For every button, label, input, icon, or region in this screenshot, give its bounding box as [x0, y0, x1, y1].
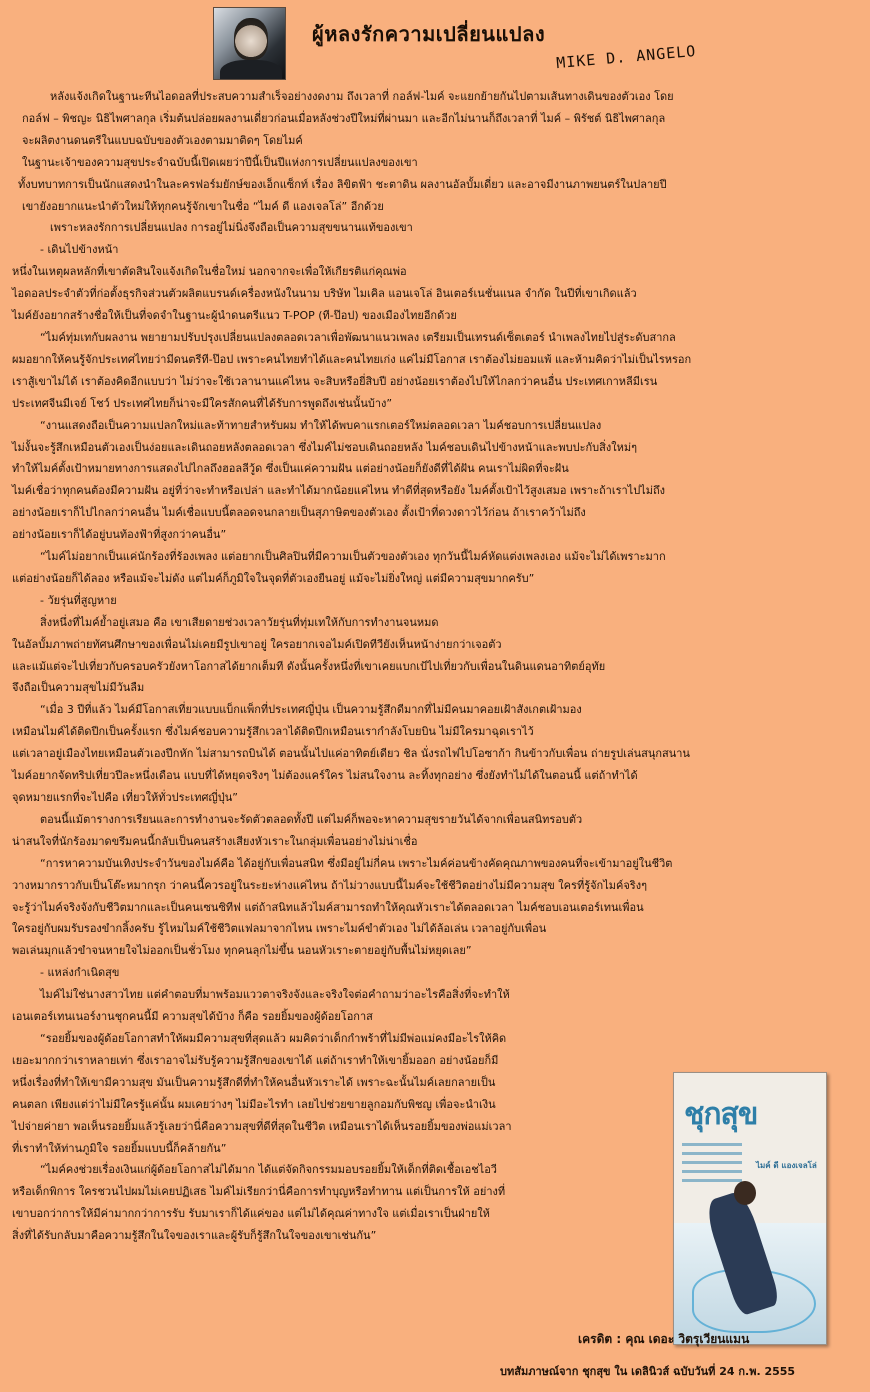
article-line: “ไมค์ไม่อยากเป็นแค่นักร้องที่ร้องเพลง แต่อยากเป็นศิลปินที่มีความเป็นตัวของตัวเอง ทุกวันนี้ไมค์หัดแต่งเพลงเอง แม้จะไม่ได้เพราะมาก: [40, 550, 666, 564]
credit-line: เครดิต : คุณ เดอะ วิตรุเวียนแมน: [578, 1332, 750, 1346]
article-line: เขาบอกว่าการให้มีค่ามากกว่าการรับ รับมาเราก็ได้แค่ของ แต่ไม่ได้คุณค่าทางใจ แต่เมื่อเราเป็นฝ่ายให้: [12, 1207, 490, 1221]
article-line: “รอยยิ้มของผู้ด้อยโอกาสทำให้ผมมีความสุขที่สุดแล้ว ผมคิดว่าเด็กกำพร้าที่ไม่มีพ่อแม่คงมีอะไรให้คิด: [40, 1031, 507, 1045]
article-line: สิ่งที่ได้รับกลับมาคือความรู้สึกในใจของเราและผู้รับก็รู้สึกในใจของเขาเช่นกัน”: [12, 1229, 377, 1243]
article-line: “การหาความบันเทิงประจำวันของไมค์คือ ได้อยู่กับเพื่อนสนิท ซึ่งมีอยู่ไม่กี่คน เพราะไมค์ค่อนข้างคัดคุณภาพของคนที่จะเข้ามาอยู่ในชีวิต: [40, 856, 673, 870]
article-line: ทั้งบทบาทการเป็นนักแสดงนำในละครฟอร์มยักษ์ของเอ็กแซ็กท์ เรื่อง ลิขิตฟ้า ชะตาดิน ผลงานอัลบั้มเดี่ยว และอาจมีงานภาพยนตร์ในปลายปี: [18, 177, 667, 191]
article-line: เราสู้เขาไม่ได้ เราต้องคิดอีกแบบว่า ไม่ว่าจะใช้เวลานานแค่ไหน จะสิบหรือยี่สิบปี อย่างน้อยเราต้องไปให้ไกลกว่าคนอื่น ประเทศเกาหลีมีเรน: [12, 374, 658, 388]
article-line: และแม้แต่จะไปเที่ยวกับครอบครัวยังหาโอกาสได้ยากเต็มที ดังนั้นครั้งหนึ่งที่เขาเคยแบกเป้ไปเที่ยวกับเพื่อนในดินแดนอาทิตย์อุทัย: [12, 659, 606, 673]
article-line: ใครอยู่กับผมรับรองขำกลิ้งครับ รู้ไหมไมค์ใช้ชีวิตแฟลมาจากไหน เพราะไมค์ขำตัวเอง ไม่ได้ล้อเล่น เวลาอยู่กับเพื่อน: [12, 922, 547, 936]
article-line: วางหมากราวกับเป็นโต๊ะหมากรุก ว่าคนนี้ควรอยู่ในระยะห่างแค่ไหน ถ้าไม่วางแบบนี้ไมค์จะใช้ชีวิตอย่างไม่มีความสุข ใครที่รู้จักไมค์จริงๆ: [12, 878, 647, 892]
magazine-cover-figure-head: [734, 1181, 756, 1205]
article-line: ผมอยากให้คนรู้จักประเทศไทยว่ามีดนตรีที-ป๊อป เพราะคนไทยทำได้และคนไทยเก่ง แค่ไม่มีโอกาส เราต้องไม่ยอมแพ้ และห้ามคิดว่าไม่เป็นไรหรอก: [12, 352, 692, 366]
article-line: จุดหมายแรกที่จะไปคือ เที่ยวให้ทั่วประเทศญี่ปุ่น”: [12, 791, 238, 804]
article-line: ไมค์อยากจัดทริปเที่ยวปีละหนึ่งเดือน แบบที่ได้หยุดจริงๆ ไม่ต้องแคร์ใคร ไม่สนใจงาน ละทิ้งทุกอย่าง ซึ่งยังทำไม่ได้ในตอนนี้ แต่ถ้าทำได้: [12, 769, 638, 783]
article-line: ที่เราทำให้ท่านภูมิใจ รอยยิ้มแบบนี้ก็คล้ายกัน”: [12, 1141, 227, 1155]
article-line: อย่างน้อยเราก็ไปไกลกว่าคนอื่น ไมค์เชื่อแบบนี้ตลอดจนกลายเป็นสุภาษิตของตัวเอง ตั้งเป้าที่ดวงดาวไว้ก่อน ถ้าเราคว้าไม่ถึง: [12, 506, 586, 520]
article-line: ไม่งั้นจะรู้สึกเหมือนตัวเองเป็นง่อยและเดินถอยหลังตลอดเวลา ซึ่งไมค์ไม่ชอบเดินถอยหลัง ไมค์ชอบเดินไปข้างหน้าและพบปะกับสิ่งใหม่ๆ: [12, 440, 637, 454]
article-line: แต่อย่างน้อยก็ได้ลอง หรือแม้จะไม่ดัง แต่ไมค์ก็ภูมิใจในจุดที่ตัวเองยืนอยู่ แม้จะไม่ยิ่งใหญ่ แต่มีความสุขมากครับ”: [12, 571, 535, 585]
article-title: ผู้หลงรักความเปลี่ยนแปลง: [312, 22, 546, 46]
author-photo-head: [234, 18, 268, 60]
article-line: “งานแสดงถือเป็นความแปลกใหม่และท้าทายสำหรับผม ทำให้ได้พบคาแรกเตอร์ใหม่ตลอดเวลา ไมค์ชอบการเปลี่ยนแปลง: [40, 418, 602, 432]
article-line: ไอดอลประจำตัวที่ก่อตั้งธุรกิจส่วนตัวผลิตแบรนด์เครื่องหนังในนาม บริษัท ไมเคิล แอนเจโล่ อินเตอร์เนชั่นแนล จำกัด ในปีที่เขาเกิดแล้ว: [12, 287, 637, 301]
article-line: กอล์ฟ – พิชญะ นิธิไพศาลกุล เริ่มต้นปล่อยผลงานเดี่ยวก่อนเมื่อหลังช่วงปีใหม่ที่ผ่านมา และอีกไม่นานก็ถึงเวลาที่ ไมค์ – พิรัชต์ นิธิไพศาลกุล: [22, 111, 666, 125]
article-line: จึงถือเป็นความสุขไม่มีวันลืม: [12, 681, 145, 695]
article-line: ไปจ่ายค่ายา พอเห็นรอยยิ้มแล้วรู้เลยว่านี่คือความสุขที่ดีที่สุดในชีวิต เหมือนเราได้เห็นรอยยิ้มของพ่อแม่เวลา: [12, 1119, 512, 1133]
article-line: จะผลิตงานดนตรีในแบบฉบับของตัวเองตามมาติดๆ โดยไมค์: [22, 133, 303, 147]
article-line: หลังแจ้งเกิดในฐานะทีนไอดอลที่ประสบความสำเร็จอย่างงดงาม ถึงเวลาที่ กอล์ฟ-ไมค์ จะแยกย้ายกันไปตามเส้นทางเดินของตัวเอง โดย: [50, 90, 674, 103]
article-line: เยอะมากกว่าเราหลายเท่า ซึ่งเราอาจไม่รับรู้ความรู้สึกของเขาได้ แต่ถ้าเราทำให้เขายิ้มออก อย่างน้อยก็มี: [12, 1053, 499, 1067]
article-line: ทำให้ไมค์ตั้งเป้าหมายทางการแสดงไปไกลถึงฮอลลีวู้ด ซึ่งเป็นแค่ความฝัน แต่อย่างน้อยก็ยังดีที่ได้ฝัน คนเราไม่ผิดที่จะฝัน: [12, 462, 569, 476]
article-line: พอเล่นมุกแล้วขำจนหายใจไม่ออกเป็นชั่วโมง ทุกคนลุกไม่ขึ้น นอนหัวเราะตายอยู่กับพื้นไม่หยุดเลย”: [12, 944, 472, 958]
article-line: - แหล่งกำเนิดสุข: [40, 966, 120, 980]
article-line: - เดินไปข้างหน้า: [40, 243, 119, 257]
article-line: ประเทศจีนมีเจย์ โชว์ ประเทศไทยก็น่าจะมีใครสักคนที่ได้รับการพูดถึงเช่นนั้นบ้าง”: [12, 396, 393, 410]
article-line: ในอัลบั้มภาพถ่ายทัศนศึกษาของเพื่อนไม่เคยมีรูปเขาอยู่ ใครอยากเจอไมค์เปิดทีวียังเห็นหน้าง่ายกว่าเจอตัว: [12, 637, 502, 651]
article-line: ในฐานะเจ้าของความสุขประจำฉบับนี้เปิดเผยว่าปีนี้เป็นปีแห่งการเปลี่ยนแปลงของเขา: [22, 155, 418, 169]
article-line: อย่างน้อยเราก็ได้อยู่บนท้องฟ้าที่สูงกว่าคนอื่น”: [12, 528, 227, 542]
article-line: เหมือนไมค์ได้ติดปีกเป็นครั้งแรก ซึ่งไมค์ชอบความรู้สึกเวลาได้ติดปีกเหมือนเรากำลังโบยบิน ไม่มีใครมาฉุดเราไว้: [12, 725, 534, 739]
author-photo: [213, 7, 286, 80]
article-line: น่าสนใจที่นักร้องมาดขรึมคนนี้กลับเป็นคนสร้างเสียงหัวเราะในกลุ่มเพื่อนอย่างไม่น่าเชื่อ: [12, 834, 418, 848]
article-line: “ไมค์ทุ่มเทกับผลงาน พยายามปรับปรุงเปลี่ยนแปลงตลอดเวลาเพื่อพัฒนาแนวเพลง เตรียมเป็นเทรนด์เซ็ตเตอร์ นำเพลงไทยไปสู่ระดับสากล: [40, 330, 676, 344]
article-line: หนึ่งในเหตุผลหลักที่เขาตัดสินใจแจ้งเกิดในชื่อใหม่ นอกจากจะเพื่อให้เกียรติแก่คุณพ่อ: [12, 265, 407, 279]
article-line: หนึ่งเรื่องที่ทำให้เขามีความสุข มันเป็นความรู้สึกดีที่ทำให้คนอื่นหัวเราะได้ เพราะฉะนั้นไมค์เลยกลายเป็น: [12, 1075, 496, 1089]
article-line: ไมค์ยังอยากสร้างชื่อให้เป็นที่จดจำในฐานะผู้นำดนตรีแนว T-POP (ที-ป๊อป) ของเมืองไทยอีกด้วย: [12, 309, 457, 323]
author-photo-shoulder: [220, 60, 282, 80]
magazine-masthead: ชุกสุข: [684, 1097, 758, 1132]
magazine-cover-lines: [682, 1143, 742, 1188]
article-line: เพราะหลงรักการเปลี่ยนแปลง การอยู่ไม่นิ่งจึงถือเป็นความสุขขนานแท้ของเขา: [50, 221, 413, 235]
article-line: หรือเด็กพิการ ใครชวนไปผมไม่เคยปฏิเสธ ไมค์ไม่เรียกว่านี่คือการทำบุญหรือทำทาน แต่เป็นการให้ อย่างที่: [12, 1185, 506, 1199]
magazine-cover-text: ไมค์ ดี แองเจลโล่: [756, 1161, 817, 1170]
article-line: สิ่งหนึ่งที่ไมค์ย้ำอยู่เสมอ คือ เขาเสียดายช่วงเวลาวัยรุ่นที่ทุ่มเทให้กับการทำงานจนหมด: [40, 615, 439, 629]
article-line: คนตลก เพียงแต่ว่าไม่มีใครรู้แค่นั้น ผมเคยว่างๆ ไม่มีอะไรทำ เลยไปช่วยขายลูกอมกับพิชญ เพื่อจะนำเงิน: [12, 1097, 496, 1111]
article-line: - วัยรุ่นที่สูญหาย: [40, 593, 117, 607]
source-line: บทสัมภาษณ์จาก ชุกสุข ใน เดลินิวส์ ฉบับวันที่ 24 ก.พ. 2555: [500, 1365, 796, 1378]
article-line: จะรู้ว่าไมค์จริงจังกับชีวิตมากและเป็นคนเซนซิทีฟ แต่ถ้าสนิทแล้วไมค์สามารถทำให้คุณหัวเราะได้ตลอดเวลา ไมค์ชอบเอนเตอร์เทนเพื่อน: [12, 900, 644, 914]
article-line: “ไมค์คงช่วยเรื่องเงินแก่ผู้ด้อยโอกาสไม่ได้มาก ได้แต่จัดกิจกรรมมอบรอยยิ้มให้เด็กที่ติดเชื้อเอชไอวี: [40, 1163, 497, 1177]
article-line: ไมค์ไม่ใช่นางสาวไทย แต่คำตอบที่มาพร้อมแววตาจริงจังและจริงใจต่อคำถามว่าอะไรคือสิ่งที่จะทำให้: [40, 988, 510, 1002]
article-line: แต่เวลาอยู่เมืองไทยเหมือนตัวเองปีกหัก ไม่สามารถบินได้ ตอนนั้นไปแค่อาทิตย์เดียว ชิล นั่งรถไฟไปโอซาก้า กินข้าวกับเพื่อน ถ่ายรูปเล่นสนุกสนาน: [12, 747, 690, 761]
article-line: เอนเตอร์เทนเนอร์งานชุกคนนี้มี ความสุขได้บ้าง ก็คือ รอยยิ้มของผู้ด้อยโอกาส: [12, 1010, 373, 1024]
author-name: MIKE D. ANGELO: [555, 41, 697, 73]
article-line: เขายังอยากแนะนำตัวใหม่ให้ทุกคนรู้จักเขาในชื่อ “ไมค์ ดี แองเจลโล่” อีกด้วย: [22, 199, 384, 213]
article-line: ไมค์เชื่อว่าทุกคนต้องมีความฝัน อยู่ที่ว่าจะทำหรือเปล่า และทำได้มากน้อยแค่ไหน ทำดีที่สุดหรือยัง ไมค์ตั้งเป้าไว้สูงเสมอ เพราะถ้าเราไปไม่ถึง: [12, 484, 665, 498]
magazine-cover-image: [673, 1072, 827, 1345]
article-line: “เมื่อ 3 ปีที่แล้ว ไมค์มีโอกาสเที่ยวแบบแบ็กแพ็กที่ประเทศญี่ปุ่น เป็นความรู้สึกดีมากที่ไม่มีคนมาคอยเฝ้าสังเกตเฝ้ามอง: [40, 703, 582, 717]
article-line: ตอนนี้แม้ตารางการเรียนและการทำงานจะรัดตัวตลอดทั้งปี แต่ไมค์ก็พอจะหาความสุขรายวันได้จากเพื่อนสนิทรอบตัว: [40, 812, 583, 826]
